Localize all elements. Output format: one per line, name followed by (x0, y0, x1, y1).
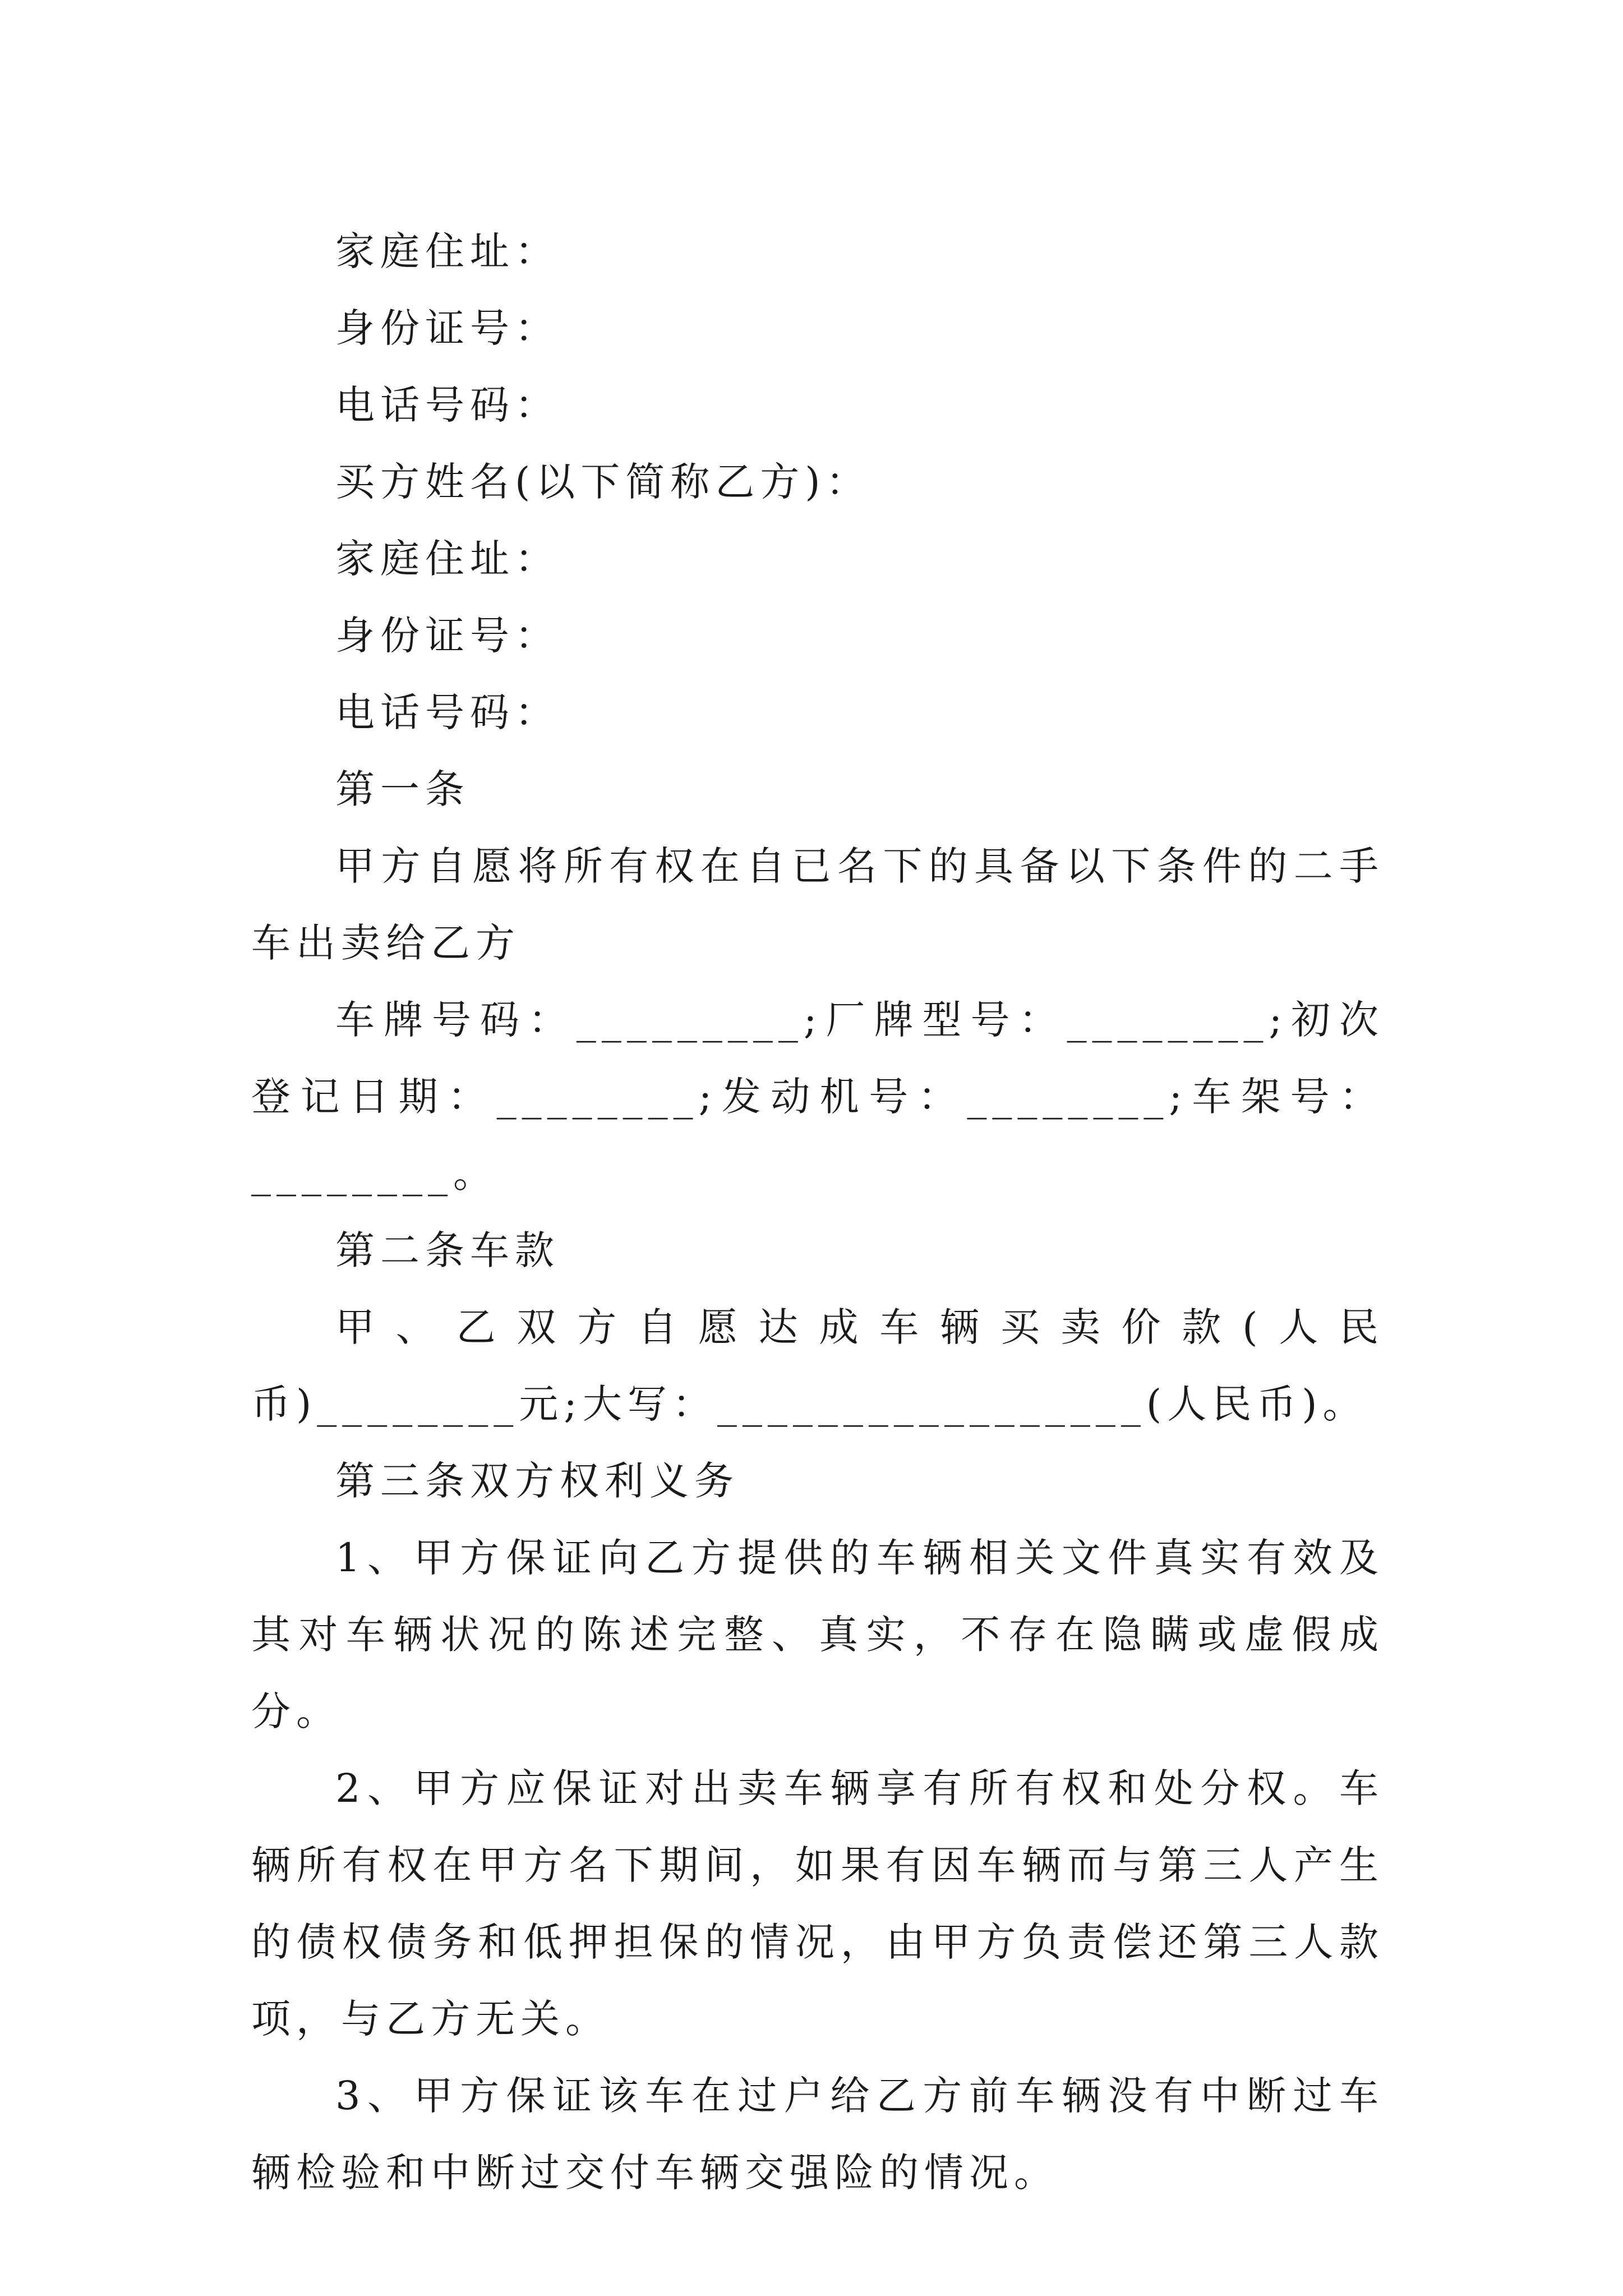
article-3-item-2: 2、甲方应保证对出卖车辆享有所有权和处分权。车辆所有权在甲方名下期间，如果有因车辆而与第三人产生的债权债务和低押担保的情况，由甲方负责偿还第三人款项，与乙方无关。 (251, 1765, 1384, 2042)
article-2-title: 第二条车款 (335, 1227, 560, 1273)
buyer-id-label: 身份证号： (335, 613, 560, 659)
buyer-address-label: 家庭住址： (335, 536, 560, 582)
article-1-title: 第一条 (335, 766, 470, 812)
article-2-price: 甲、乙双方自愿达成车辆买卖价款(人民币)________元;大写：_________________(人民币)。 (251, 1304, 1384, 1427)
seller-phone-label: 电话号码： (335, 382, 560, 428)
article-3-item-3: 3、甲方保证该车在过户给乙方前车辆没有中断过车辆检验和中断过交付车辆交强险的情况。 (251, 2073, 1384, 2196)
article-3-title: 第三条双方权利义务 (335, 1458, 739, 1504)
article-3-item-1: 1、甲方保证向乙方提供的车辆相关文件真实有效及其对车辆状况的陈述完整、真实，不存在隐瞒或虚假成分。 (251, 1535, 1384, 1734)
buyer-name-label: 买方姓名(以下简称乙方)： (335, 459, 871, 505)
article-1-vehicle-details: 车牌号码：_________;厂牌型号：________;初次登记日期：________;发动机号：________;车架号：________。 (251, 997, 1384, 1197)
contract-body (251, 213, 1384, 2211)
article-1-intro: 甲方自愿将所有权在自已名下的具备以下条件的二手车出卖给乙方 (251, 843, 1384, 966)
buyer-phone-label: 电话号码： (335, 689, 560, 735)
seller-address-label: 家庭住址： (335, 228, 560, 274)
seller-id-label: 身份证号： (335, 305, 560, 351)
